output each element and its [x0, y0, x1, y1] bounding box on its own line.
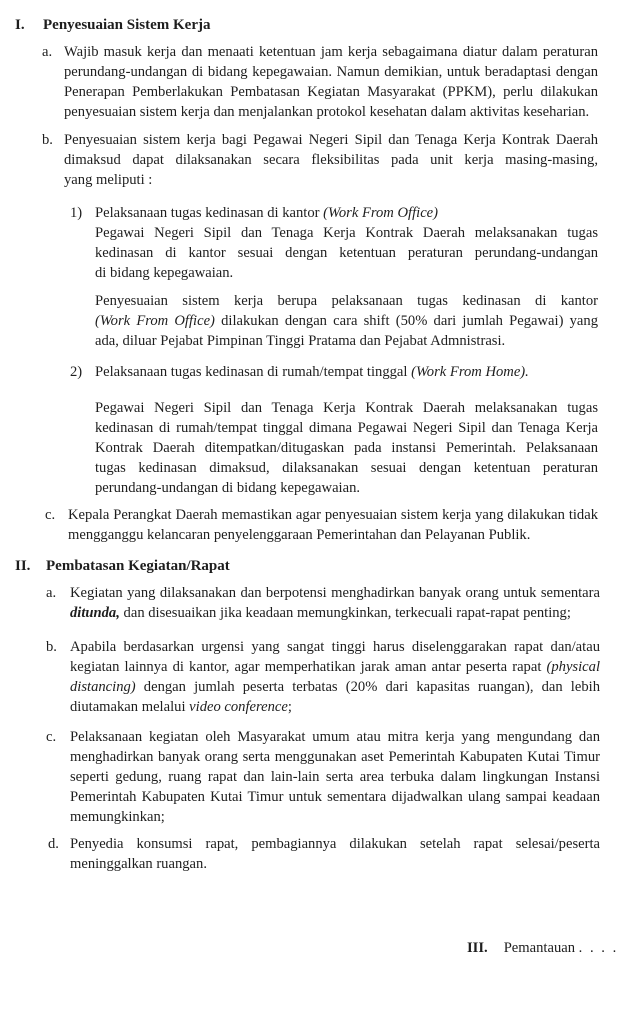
text-line: perundang-undangan di bidang kepegawaian. Namun demikian, untuk beradaptasi dengan: [64, 64, 598, 80]
text-line: seperti gedung, ruang rapat dan lain-lain serta area terbuka dalam lingkungan Instansi: [70, 769, 600, 785]
text-line: tugas kedinasan dimaksud, dilaksanakan sesuai dengan ketentuan peraturan: [95, 460, 598, 476]
text: ;: [287, 699, 292, 715]
next-section-title: Pemantauan: [503, 940, 576, 956]
section-number: II.: [15, 558, 31, 574]
text-line: Kontrak Daerah ditempatkan/ditugaskan pada instansi Pemerintah. Pelaksanaan: [95, 440, 598, 456]
text-line: yang meliputi :: [64, 172, 153, 188]
item-label: d.: [48, 836, 59, 852]
item-label: c.: [46, 729, 57, 745]
section-title: Penyesuaian Sistem Kerja: [43, 17, 211, 33]
text-line: [95, 311, 598, 331]
text-line: Pemerintah Kabupaten Kutai Timur untuk sementara dijadwalkan ulang sampai keadaan: [70, 789, 600, 805]
text-line: Penyedia konsumsi rapat, pembagiannya dilakukan setelah rapat selesai/peserta: [70, 836, 600, 852]
item-body: [70, 727, 600, 827]
text: kegiatan lainnya di kantor, agar memperhatikan jarak aman antar peserta rapat: [70, 659, 547, 675]
sub-item-label: 2): [70, 364, 83, 380]
next-section-number: III.: [467, 940, 488, 956]
item-label: a.: [46, 585, 57, 601]
item-body: [70, 637, 600, 717]
item-label: b.: [42, 132, 53, 148]
text-line: memungkinkan;: [70, 809, 165, 825]
italic-text: video conference: [189, 699, 288, 715]
text-line: Pegawai Negeri Sipil dan Tenaga Kerja Kontrak Daerah melaksanakan tugas: [95, 225, 598, 241]
sub-item-title: [95, 203, 598, 223]
title-italic: (Work From Home).: [411, 364, 529, 380]
section-number: I.: [15, 17, 25, 33]
item-label: a.: [42, 44, 53, 60]
title-italic: (Work From Office): [323, 205, 439, 221]
text-line: Kepala Perangkat Daerah memastikan agar penyesuaian sistem kerja yang dilakukan tidak: [68, 507, 598, 523]
italic-text: (Work From Office): [95, 313, 215, 329]
text-line: penyesuaian sistem kerja dan menjalankan protokol kesehatan dalam aktivitas keseharian.: [64, 104, 590, 120]
text-line: [70, 697, 600, 717]
item-label: c.: [45, 507, 56, 523]
text: diutamakan melalui: [70, 699, 190, 715]
text-line: mengganggu kelancaran penyelenggaraan Pemerintahan dan Pelayanan Publik.: [68, 527, 531, 543]
page-continuation-footer: [467, 938, 618, 958]
text-line: Penyesuaian sistem kerja bagi Pegawai Negeri Sipil dan Tenaga Kerja Kontrak Daerah: [64, 132, 598, 148]
item-body: [68, 505, 598, 545]
text-line: Apabila berdasarkan urgensi yang sangat tinggi harus diselenggarakan rapat dan/atau: [70, 639, 600, 655]
text-line: kedinasan di rumah/tempat tinggal dimana Pegawai Negeri Sipil dan Tenaga Kerja: [95, 420, 598, 436]
item-body: [70, 834, 600, 874]
text-line: Penerapan Pemberlakukan Pembatasan Kegiatan Masyarakat (PPKM), perlu dilakukan: [64, 84, 598, 100]
text-line: menghadirkan banyak orang serta menggunakan aset Pemerintah Kabupaten Kutai Timur: [70, 749, 600, 765]
text-line: Kegiatan yang dilaksanakan dan berpotensi menghadirkan banyak orang untuk sementara: [70, 585, 600, 601]
title-text: Pelaksanaan tugas kedinasan di kantor: [95, 205, 324, 221]
item-body: [64, 42, 598, 122]
text: dengan jumlah peserta terbatas (20% dari kapasitas ruangan), dan lebih: [135, 679, 600, 695]
text-line: Pelaksanaan kegiatan oleh Masyarakat umum atau mitra kerja yang mengundang dan: [70, 729, 600, 745]
text-line: ada, diluar Pejabat Pimpinan Tinggi Pratama dan Pejabat Admnistrasi.: [95, 333, 506, 349]
italic-text: (physical: [546, 659, 600, 675]
text-line: [70, 603, 600, 623]
item-body: [70, 583, 600, 623]
text: dilakukan dengan cara shift (50% dari jumlah Pegawai) yang: [214, 313, 598, 329]
sub-item-label: 1): [70, 205, 83, 221]
item-body: [64, 130, 598, 190]
text-line: kedinasan di kantor sesuai dengan ketentuan peraturan perundang-undangan: [95, 245, 598, 261]
paragraph-body: [95, 291, 598, 351]
text-line: [70, 677, 600, 697]
continuation-dots: . . . .: [578, 940, 619, 956]
sub-item-body: [95, 203, 598, 283]
italic-text: distancing): [70, 679, 136, 695]
text-line: perundang-undangan di bidang kepegawaian.: [95, 480, 361, 496]
text-line: Penyesuaian sistem kerja berupa pelaksanaan tugas kedinasan di kantor: [95, 293, 598, 309]
sub-item-body: [95, 362, 598, 382]
sub-item-title: [95, 362, 598, 382]
title-text: Pelaksanaan tugas kedinasan di rumah/tempat tinggal: [95, 364, 412, 380]
paragraph-body: [95, 398, 598, 498]
text: dan disesuaikan jika keadaan memungkinkan, terkecuali rapat-rapat penting;: [119, 605, 571, 621]
text-line: [70, 657, 600, 677]
text-line: Wajib masuk kerja dan menaati ketentuan jam kerja sebagaimana diatur dalam peraturan: [64, 44, 598, 60]
text-line: Pegawai Negeri Sipil dan Tenaga Kerja Kontrak Daerah melaksanakan tugas: [95, 400, 598, 416]
text-line: meninggalkan ruangan.: [70, 856, 207, 872]
text-line: dimaksud dapat dilaksanakan secara fleksibilitas pada unit kerja masing-masing,: [64, 152, 598, 168]
bold-italic-text: ditunda,: [70, 605, 120, 621]
section-title: Pembatasan Kegiatan/Rapat: [46, 558, 230, 574]
text-line: di bidang kepegawaian.: [95, 265, 234, 281]
item-label: b.: [46, 639, 57, 655]
